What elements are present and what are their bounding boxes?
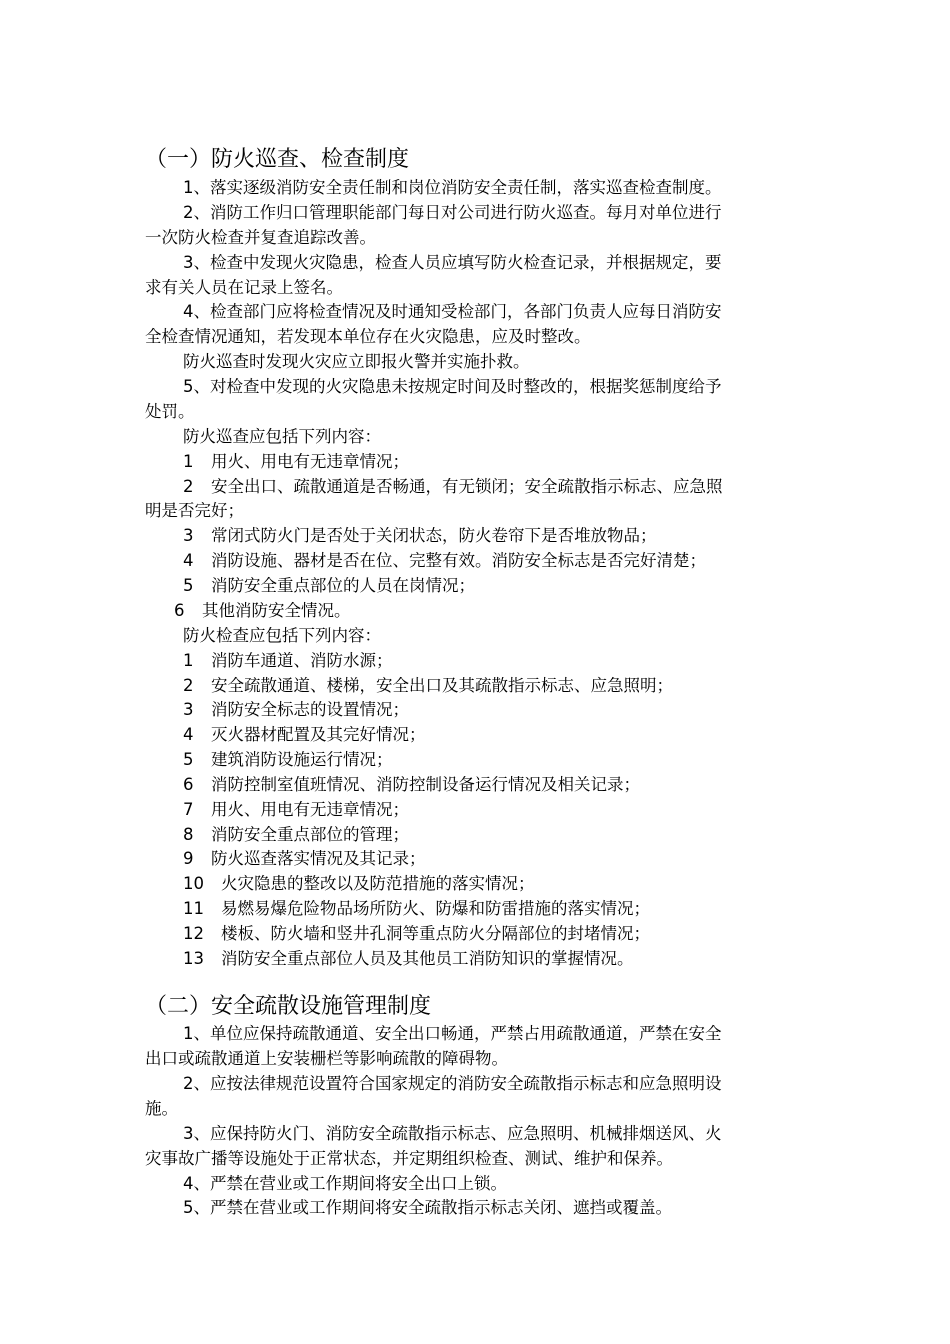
paragraph-line: 3、应保持防火门、消防安全疏散指示标志、应急照明、机械排烟送风、火: [183, 1124, 722, 1143]
inspection-list-item: [183, 700, 409, 720]
item-text: 易燃易爆危险物品场所防火、防爆和防雷措施的落实情况；: [221, 899, 650, 918]
item-text: 安全出口、疏散通道是否畅通，有无锁闭；安全疏散指示标志、应急照: [211, 477, 723, 496]
item-text: 消防安全重点部位的人员在岗情况；: [211, 576, 475, 595]
inspection-list-item: [183, 651, 393, 671]
item-text: 火灾隐患的整改以及防范措施的落实情况；: [221, 874, 535, 893]
item-text: 灭火器材配置及其完好情况；: [211, 725, 426, 744]
item-text: 消防车通道、消防水源；: [211, 651, 393, 670]
item-number: 6: [183, 775, 194, 794]
item-text: 消防设施、器材是否在位、完整有效。消防安全标志是否完好清楚；: [211, 551, 706, 570]
inspection-list-item: [183, 750, 393, 770]
patrol-list-item: [183, 477, 723, 497]
paragraph-line: 防火巡查时发现火灾应立即报火警并实施扑救。: [183, 352, 530, 371]
paragraph-line: 处罚。: [145, 402, 195, 421]
inspection-list-item: [183, 874, 535, 894]
item-number: 11: [183, 899, 204, 918]
inspection-list-item: [183, 949, 634, 969]
paragraph-line: 2、应按法律规范设置符合国家规定的消防安全疏散指示标志和应急照明设: [183, 1074, 722, 1093]
item-number: 1: [183, 651, 194, 670]
inspection-list-item: [183, 899, 650, 919]
paragraph-line: 施。: [145, 1099, 178, 1118]
patrol-list-item: [183, 551, 706, 571]
item-number: 2: [183, 676, 194, 695]
section-heading: （一）防火巡查、检查制度: [145, 147, 410, 172]
item-number: 4: [183, 725, 194, 744]
item-text: 明是否完好；: [145, 501, 244, 520]
item-number: 5: [183, 750, 194, 769]
inspection-list-item: [183, 800, 409, 820]
inspection-intro: 防火检查应包括下列内容：: [183, 626, 381, 645]
patrol-list-item: [183, 526, 657, 546]
item-text: 建筑消防设施运行情况；: [211, 750, 393, 769]
item-number: 6: [174, 601, 185, 620]
item-number: 12: [183, 924, 204, 943]
item-number: 4: [183, 551, 194, 570]
item-text: 防火巡查落实情况及其记录；: [211, 849, 426, 868]
inspection-list-item: [183, 725, 426, 745]
inspection-list-item: [183, 849, 426, 869]
paragraph-line: 防火巡查应包括下列内容：: [183, 427, 381, 446]
item-text: 常闭式防火门是否处于关闭状态，防火卷帘下是否堆放物品；: [211, 526, 657, 545]
inspection-list-item: [183, 775, 640, 795]
item-number: 8: [183, 825, 194, 844]
patrol-list-item-continuation: [145, 501, 244, 521]
paragraph-line: 全检查情况通知，若发现本单位存在火灾隐患，应及时整改。: [145, 327, 591, 346]
item-number: 7: [183, 800, 194, 819]
inspection-list-item: [183, 825, 409, 845]
item-text: 消防控制室值班情况、消防控制设备运行情况及相关记录；: [211, 775, 640, 794]
item-number: 3: [183, 700, 194, 719]
inspection-list-item: [183, 676, 673, 696]
patrol-list-item: [183, 576, 475, 596]
paragraph-line: 5、对检查中发现的火灾隐患未按规定时间及时整改的，根据奖惩制度给予: [183, 377, 722, 396]
item-text: 其他消防安全情况。: [202, 601, 351, 620]
paragraph-line: 一次防火检查并复查追踪改善。: [145, 228, 376, 247]
paragraph-line: 4、检查部门应将检查情况及时通知受检部门，各部门负责人应每日消防安: [183, 302, 722, 321]
item-text: 安全疏散通道、楼梯，安全出口及其疏散指示标志、应急照明；: [211, 676, 673, 695]
paragraph-line: 2、消防工作归口管理职能部门每日对公司进行防火巡查。每月对单位进行: [183, 203, 722, 222]
item-number: 10: [183, 874, 204, 893]
paragraph-line: 出口或疏散通道上安装栅栏等影响疏散的障碍物。: [145, 1049, 508, 1068]
item-text: 消防安全重点部位人员及其他员工消防知识的掌握情况。: [221, 949, 634, 968]
item-number: 1: [183, 452, 194, 471]
section-heading: （二）安全疏散设施管理制度: [145, 994, 432, 1019]
item-number: 3: [183, 526, 194, 545]
item-text: 楼板、防火墙和竖井孔洞等重点防火分隔部位的封堵情况；: [221, 924, 650, 943]
paragraph-line: 4、严禁在营业或工作期间将安全出口上锁。: [183, 1174, 507, 1193]
paragraph-line: 灾事故广播等设施处于正常状态，并定期组织检查、测试、维护和保养。: [145, 1149, 673, 1168]
item-number: 5: [183, 576, 194, 595]
patrol-list-item: [183, 452, 409, 472]
paragraph-line: 5、严禁在营业或工作期间将安全疏散指示标志关闭、遮挡或覆盖。: [183, 1198, 672, 1217]
item-number: 9: [183, 849, 194, 868]
item-text: 消防安全标志的设置情况；: [211, 700, 409, 719]
paragraph-line: 1、落实逐级消防安全责任制和岗位消防安全责任制，落实巡查检查制度。: [183, 178, 722, 197]
paragraph-line: 求有关人员在记录上签名。: [145, 278, 343, 297]
inspection-list-item: [183, 924, 650, 944]
paragraph-line: 1、单位应保持疏散通道、安全出口畅通，严禁占用疏散通道，严禁在安全: [183, 1024, 722, 1043]
item-text: 用火、用电有无违章情况；: [211, 452, 409, 471]
item-number: 13: [183, 949, 204, 968]
item-text: 用火、用电有无违章情况；: [211, 800, 409, 819]
item-number: 2: [183, 477, 194, 496]
paragraph-line: 3、检查中发现火灾隐患，检查人员应填写防火检查记录，并根据规定，要: [183, 253, 722, 272]
item-text: 消防安全重点部位的管理；: [211, 825, 409, 844]
patrol-list-item: [174, 601, 351, 621]
